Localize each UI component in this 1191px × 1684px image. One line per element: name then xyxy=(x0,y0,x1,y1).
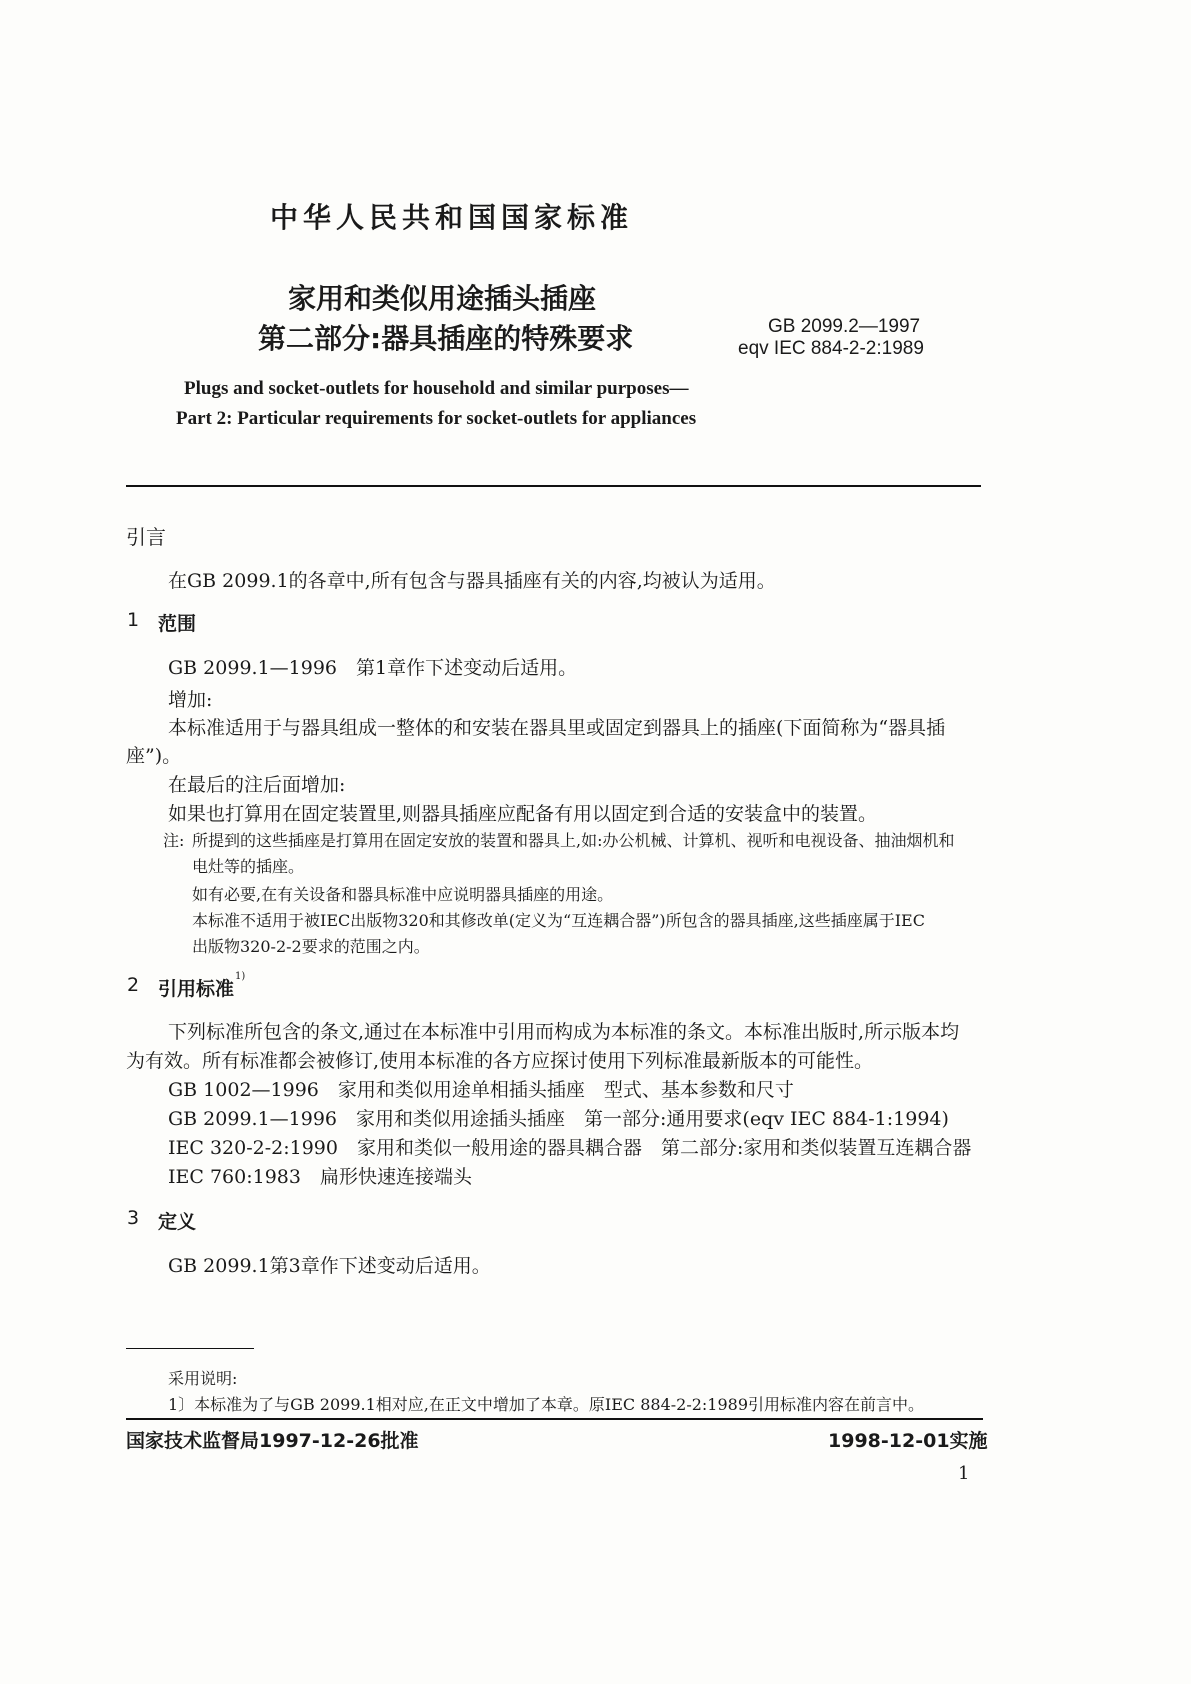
document-title-line2: 第二部分:器具插座的特殊要求 xyxy=(258,322,634,355)
section3-heading: 定义 xyxy=(158,1211,197,1233)
english-title-line2: Part 2: Particular requirements for socket-outlets for appliances xyxy=(176,408,697,429)
section2-number: 2 xyxy=(127,974,140,996)
approval-date: 国家技术监督局1997-12-26批准 xyxy=(126,1430,419,1452)
note-line: 如有必要,在有关设备和器具标准中应说明器具插座的用途。 xyxy=(192,885,614,904)
section1-line: 如果也打算用在固定装置里,则器具插座应配备有用以固定到合适的安装盒中的装置。 xyxy=(168,803,878,825)
note-line: 出版物320-2-2要求的范围之内。 xyxy=(192,937,430,956)
section1-line: 座”)。 xyxy=(126,745,182,767)
reference-item: IEC 320-2-2:1990 家用和类似一般用途的器具耦合器 第二部分:家用和类似装置互连耦合器 xyxy=(168,1137,972,1159)
intro-heading: 引言 xyxy=(126,525,166,549)
footer-divider xyxy=(126,1418,983,1420)
section2-paragraph: 下列标准所包含的条文,通过在本标准中引用而构成为本标准的条文。本标准出版时,所示版本均 xyxy=(168,1021,960,1043)
document-title-line1: 家用和类似用途插头插座 xyxy=(288,282,597,315)
english-title-line1: Plugs and socket-outlets for household and similar purposes— xyxy=(184,378,689,399)
note-line: 所提到的这些插座是打算用在固定安放的装置和器具上,如:办公机械、计算机、视听和电视设备、抽油烟机和 xyxy=(192,831,955,850)
footnote-label: 采用说明: xyxy=(168,1369,238,1388)
section3-number: 3 xyxy=(127,1207,140,1229)
section1-line: 增加: xyxy=(168,689,213,711)
reference-item: GB 1002—1996 家用和类似用途单相插头插座 型式、基本参数和尺寸 xyxy=(168,1079,794,1101)
section2-paragraph: 为有效。所有标准都会被修订,使用本标准的各方应探讨使用下列标准最新版本的可能性。 xyxy=(126,1050,874,1072)
standard-code: GB 2099.2—1997 xyxy=(768,316,921,337)
section1-line: GB 2099.1—1996 第1章作下述变动后适用。 xyxy=(168,657,578,679)
section1-line: 在最后的注后面增加: xyxy=(168,774,346,796)
note-label: 注: xyxy=(163,831,185,850)
note-line: 电灶等的插座。 xyxy=(192,857,305,876)
reference-item: IEC 760:1983 扁形快速连接端头 xyxy=(168,1166,472,1188)
standard-equivalence: eqv IEC 884-2-2:1989 xyxy=(738,338,924,359)
section1-line: 本标准适用于与器具组成一整体的和安装在器具里或固定到器具上的插座(下面简称为“器具插 xyxy=(168,717,946,739)
national-standard-title: 中华人民共和国国家标准 xyxy=(270,201,634,234)
implementation-date: 1998-12-01实施 xyxy=(828,1430,988,1452)
note-line: 本标准不适用于被IEC出版物320和其修改单(定义为“互连耦合器”)所包含的器具插座,这些插座属于IEC xyxy=(192,911,925,930)
section2-heading: 引用标准 xyxy=(158,978,235,1000)
header-divider xyxy=(126,485,981,487)
section1-number: 1 xyxy=(127,609,140,631)
footnote-divider xyxy=(126,1348,254,1349)
section1-heading: 范围 xyxy=(158,613,197,635)
reference-item: GB 2099.1—1996 家用和类似用途插头插座 第一部分:通用要求(eqv IEC 884-1:1994) xyxy=(168,1108,949,1130)
section3-text: GB 2099.1第3章作下述变动后适用。 xyxy=(168,1255,491,1277)
page-number: 1 xyxy=(958,1463,970,1484)
footnote-marker: 1) xyxy=(235,971,246,982)
footnote-text: 1〕本标准为了与GB 2099.1相对应,在正文中增加了本章。原IEC 884-2-2:1989引用标准内容在前言中。 xyxy=(168,1395,925,1414)
intro-text: 在GB 2099.1的各章中,所有包含与器具插座有关的内容,均被认为适用。 xyxy=(168,570,776,592)
